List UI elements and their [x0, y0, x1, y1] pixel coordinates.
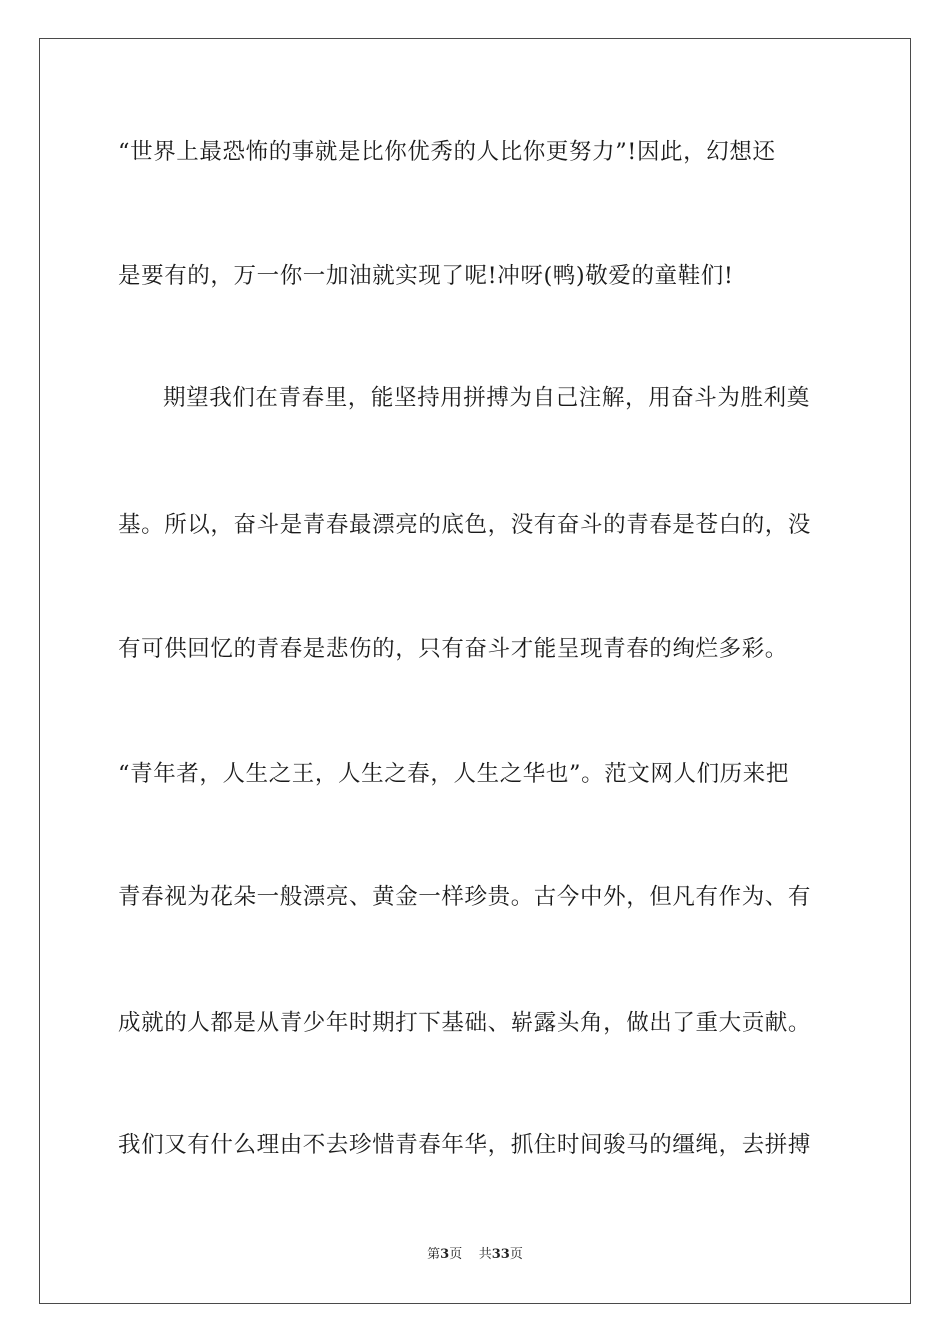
page-prefix: 第 — [427, 1247, 441, 1262]
text-line-9: 我们又有什么理由不去珍惜青春年华，抓住时间骏马的缰绳，去拼搏 — [118, 1132, 812, 1158]
total-prefix: 共 — [478, 1247, 492, 1262]
text-line-3: 期望我们在青春里，能坚持用拼搏为自己注解，用奋斗为胜利奠 — [163, 385, 810, 411]
page-number: 3 — [440, 1247, 450, 1262]
page-suffix: 页 — [449, 1247, 463, 1262]
text-line-8: 成就的人都是从青少年时期打下基础、崭露头角，做出了重大贡献。 — [118, 1010, 812, 1036]
text-line-5: 有可供回忆的青春是悲伤的，只有奋斗才能呈现青春的绚烂多彩。 — [118, 636, 788, 662]
total-suffix: 页 — [509, 1247, 523, 1262]
text-line-4: 基。所以，奋斗是青春最漂亮的底色，没有奋斗的青春是苍白的，没 — [118, 512, 812, 538]
page-border — [39, 38, 911, 1304]
text-line-6: “青年者，人生之王，人生之春，人生之华也”。范文网人们历来把 — [118, 761, 790, 787]
page-footer — [0, 1246, 950, 1264]
text-line-2: 是要有的，万一你一加油就实现了呢!冲呀(鸭)敬爱的童鞋们! — [118, 263, 734, 289]
text-line-7: 青春视为花朵一般漂亮、黄金一样珍贵。古今中外，但凡有作为、有 — [118, 884, 812, 910]
total-pages: 33 — [491, 1247, 510, 1262]
text-line-1: “世界上最恐怖的事就是比你优秀的人比你更努力”!因此，幻想还 — [118, 139, 776, 165]
